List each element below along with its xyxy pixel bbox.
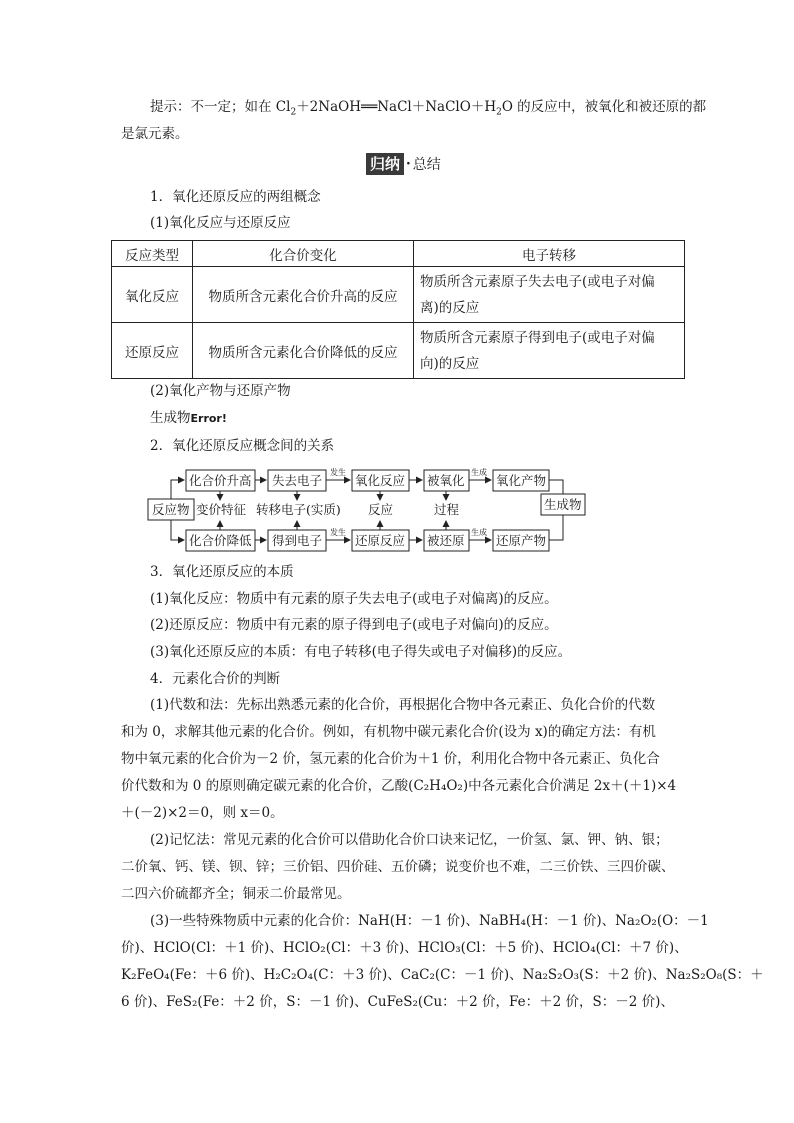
diagram-text: 过程 xyxy=(434,502,460,517)
s4-p1-line: 物中氧元素的化合价为－2 价，氢元素的化合价为＋1 价，利用化合物中各元素正、负化合 xyxy=(121,751,660,767)
s4-p1-line: ＋(－2)×2＝0，则 x＝0。 xyxy=(121,805,284,821)
arrow-label: 发生 xyxy=(330,468,346,477)
table-header: 反应类型 xyxy=(112,241,193,267)
table-cell: 物质所含元素原子失去电子(或电子对偏 离)的反应 xyxy=(414,267,685,323)
s3-item: (2)还原反应：物质中有元素的原子得到电子(或电子对偏向)的反应。 xyxy=(150,617,558,633)
diagram-text: 化合价升高 xyxy=(189,473,252,488)
diagram-text: 得到电子 xyxy=(272,533,323,548)
hint-line-2: 是氯元素。 xyxy=(121,126,189,142)
diagram-text: 反应物 xyxy=(152,502,190,517)
diagram-text: 化合价降低 xyxy=(189,533,252,548)
s4-p1-line: 价代数和为 0 的原则确定碳元素的化合价，乙酸(C₂H₄O₂)中各元素化合价满足 2x＋(＋1)×4 xyxy=(121,778,677,794)
table-header: 化合价变化 xyxy=(193,241,414,267)
s1-sub1: (1)氧化反应与还原反应 xyxy=(150,215,291,231)
diagram-text: 被氧化 xyxy=(427,473,465,488)
section-heading-dark: 归纳 xyxy=(366,153,404,175)
diagram-text: 还原反应 xyxy=(355,533,406,548)
s4-p2-line: 二四六价硫都齐全；铜汞二价最常见。 xyxy=(121,886,351,902)
s2-title: 2．氧化还原反应概念间的关系 xyxy=(150,438,335,454)
s4-p2-line: 二价氧、钙、镁、钡、锌；三价铝、四价硅、五价磷；说变价也不难，二三价铁、三四价碳、 xyxy=(121,859,675,875)
arrow-label: 生成 xyxy=(471,468,487,477)
table-cell: 物质所含元素原子得到电子(或电子对偏 向)的反应 xyxy=(414,323,685,379)
error-text: Error! xyxy=(190,412,227,425)
diagram-text: 失去电子 xyxy=(272,473,323,488)
section-heading-light: 总结 xyxy=(412,157,441,173)
diagram-text: 被还原 xyxy=(427,533,465,548)
diagram-text: 还原产物 xyxy=(496,533,547,548)
s1-sub2: (2)氧化产物与还原产物 xyxy=(150,383,291,399)
s4-p3-line: 6 价)、FeS₂(Fe：＋2 价，S：－1 价)、CuFeS₂(Cu：＋2 价，Fe：＋2 价，S：－2 价)、 xyxy=(121,994,674,1010)
arrow-label: 生成 xyxy=(471,528,487,537)
gen-line: 生成物Error! xyxy=(150,410,227,426)
s4-p3-line: K₂FeO₄(Fe：＋6 价)、H₂C₂O₄(C：＋3 价)、CaC₂(C：－1 价)、Na₂S₂O₃(S：＋2 价)、Na₂S₂O₈(S：＋ xyxy=(121,967,764,983)
table-cell: 物质所含元素化合价降低的反应 xyxy=(193,323,414,379)
table-cell: 还原反应 xyxy=(112,323,193,379)
s4-p3-line: 价)、HClO(Cl：＋1 价)、HClO₂(Cl：＋3 价)、HClO₃(Cl：＋5 价)、HClO₄(Cl：＋7 价)、 xyxy=(121,940,688,956)
diagram-text: 反应 xyxy=(368,502,394,517)
diagram-text: 氧化反应 xyxy=(355,473,406,488)
s1-title: 1．氧化还原反应的两组概念 xyxy=(150,189,321,205)
s3-item: (3)氧化还原反应的本质：有电子转移(电子得失或电子对偏移)的反应。 xyxy=(150,644,572,660)
s4-p2-line: (2)记忆法：常见元素的化合价可以借助化合价口诀来记忆，一价氢、氯、钾、钠、银； xyxy=(150,832,669,848)
s4-p3-line: (3)一些特殊物质中元素的化合价：NaH(H：－1 价)、NaBH₄(H：－1 价)、Na₂O₂(O：－1 xyxy=(150,913,709,929)
arrow-label: 发生 xyxy=(330,528,346,537)
s3-item: (1)氧化反应：物质中有元素的原子失去电子(或电子对偏离)的反应。 xyxy=(150,591,558,607)
s4-title: 4．元素化合价的判断 xyxy=(150,671,281,687)
table-cell: 氧化反应 xyxy=(112,267,193,323)
s4-p1-line: (1)代数和法：先标出熟悉元素的化合价，再根据化合物中各元素正、负化合价的代数 xyxy=(150,697,656,713)
diagram-text: 生成物 xyxy=(544,497,582,512)
table-header: 电子转移 xyxy=(414,241,685,267)
diagram-text: 转移电子(实质) xyxy=(256,502,341,517)
table-cell: 物质所含元素化合价升高的反应 xyxy=(193,267,414,323)
diagram-text: 变价特征 xyxy=(196,502,247,517)
s3-title: 3．氧化还原反应的本质 xyxy=(150,564,294,580)
hint-line-1: 提示：不一定；如在 $Cl_2+2NaOH══NaCl+NaClO+H_2O$ 的反应中，被氧化和被还原的都 xyxy=(150,99,707,118)
s4-p1-line: 和为 0，求解其他元素的化合价。例如，有机物中碳元素化合价(设为 x)的确定方法：有机 xyxy=(121,724,656,740)
section-heading-dot: · xyxy=(406,156,411,172)
diagram-text: 氧化产物 xyxy=(496,473,547,488)
